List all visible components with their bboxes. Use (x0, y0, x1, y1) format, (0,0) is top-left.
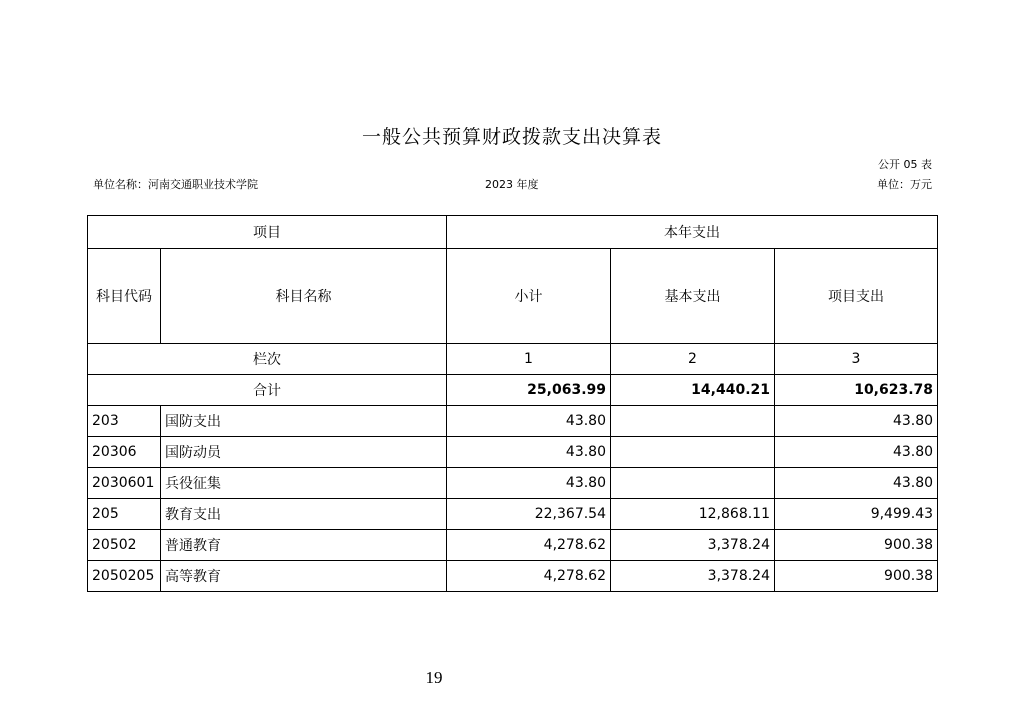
column-index-1: 1 (447, 344, 611, 375)
row-project: 9,499.43 (775, 499, 938, 530)
row-project: 43.80 (775, 437, 938, 468)
table-row (88, 468, 938, 499)
header-subtotal: 小计 (447, 249, 611, 344)
row-basic (611, 468, 775, 499)
column-index-2: 2 (611, 344, 775, 375)
row-project: 43.80 (775, 406, 938, 437)
page-number: 19 (425, 668, 443, 687)
row-code: 203 (88, 406, 161, 437)
row-project: 900.38 (775, 530, 938, 561)
total-row (88, 375, 938, 406)
row-code: 20306 (88, 437, 161, 468)
row-name: 兵役征集 (161, 468, 447, 499)
row-project: 900.38 (775, 561, 938, 592)
total-basic: 14,440.21 (611, 375, 775, 406)
total-subtotal: 25,063.99 (447, 375, 611, 406)
row-name: 高等教育 (161, 561, 447, 592)
row-basic (611, 406, 775, 437)
row-code: 205 (88, 499, 161, 530)
table-row (88, 530, 938, 561)
row-name: 教育支出 (161, 499, 447, 530)
currency-unit: 单位：万元 (877, 178, 932, 191)
fiscal-year: 2023 年度 (485, 178, 539, 191)
row-name: 国防动员 (161, 437, 447, 468)
table-row (88, 406, 938, 437)
row-basic: 3,378.24 (611, 530, 775, 561)
row-subtotal: 22,367.54 (447, 499, 611, 530)
row-project: 43.80 (775, 468, 938, 499)
table-row (88, 561, 938, 592)
header-subject-code: 科目代码 (88, 249, 161, 344)
document-title: 一般公共预算财政拨款支出决算表 (361, 126, 662, 148)
row-code: 20502 (88, 530, 161, 561)
header-row-1 (88, 216, 938, 249)
header-basic: 基本支出 (611, 249, 775, 344)
header-subject-name: 科目名称 (161, 249, 447, 344)
row-name: 国防支出 (161, 406, 447, 437)
table-row (88, 499, 938, 530)
column-index-3: 3 (775, 344, 938, 375)
form-number: 公开 05 表 (878, 158, 932, 171)
row-subtotal: 43.80 (447, 406, 611, 437)
column-index-row (88, 344, 938, 375)
row-subtotal: 4,278.62 (447, 561, 611, 592)
unit-name: 单位名称：河南交通职业技术学院 (93, 178, 258, 191)
row-name: 普通教育 (161, 530, 447, 561)
row-basic (611, 437, 775, 468)
row-basic: 12,868.11 (611, 499, 775, 530)
row-basic: 3,378.24 (611, 561, 775, 592)
total-project: 10,623.78 (775, 375, 938, 406)
header-project: 项目 (88, 216, 447, 249)
table-row (88, 437, 938, 468)
row-subtotal: 4,278.62 (447, 530, 611, 561)
budget-table (87, 215, 938, 592)
row-subtotal: 43.80 (447, 468, 611, 499)
header-current-year: 本年支出 (447, 216, 938, 249)
row-code: 2050205 (88, 561, 161, 592)
column-index-label: 栏次 (88, 344, 447, 375)
header-project-expense: 项目支出 (775, 249, 938, 344)
row-subtotal: 43.80 (447, 437, 611, 468)
total-label: 合计 (88, 375, 447, 406)
row-code: 2030601 (88, 468, 161, 499)
header-row-2 (88, 249, 938, 344)
